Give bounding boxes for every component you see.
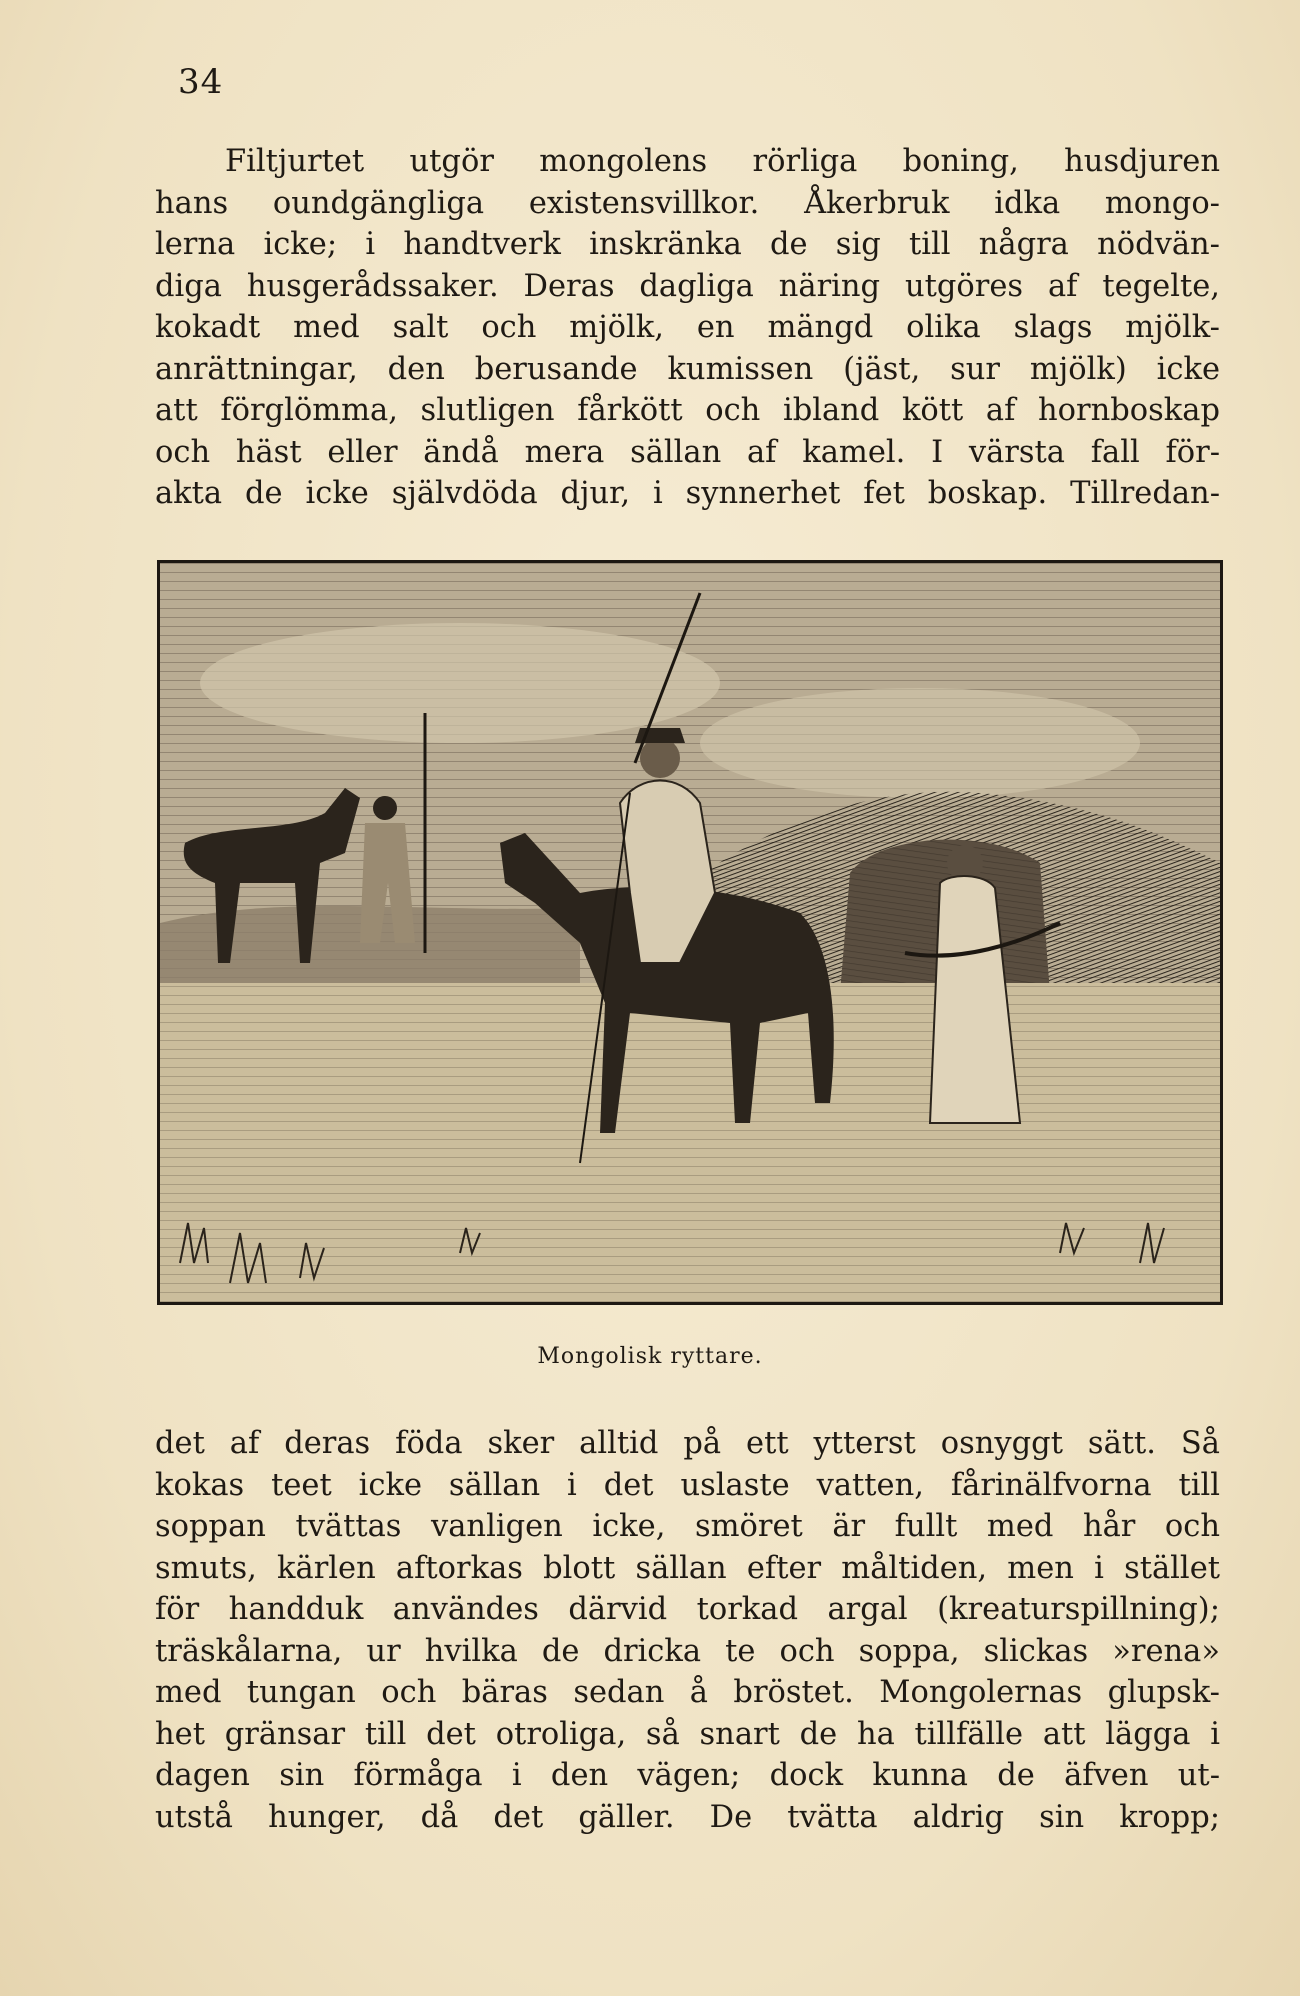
text-line: hans oundgängliga existensvillkor. Åkerbruk idka mongo- xyxy=(155,185,1220,221)
page-number: 34 xyxy=(178,62,224,102)
text-line: för handduk användes därvid torkad argal (kreaturspillning); xyxy=(155,1592,1220,1627)
text-line: het gränsar till det otroliga, så snart de ha tillfälle att lägga i xyxy=(155,1716,1220,1752)
text-line: träskålarna, ur hvilka de dricka te och soppa, slickas »rena» xyxy=(155,1633,1220,1669)
cloud xyxy=(200,623,720,743)
text-line: det af deras föda sker alltid på ett ytterst osnyggt sätt. Så xyxy=(155,1426,1220,1461)
text-line: dagen sin förmåga i den vägen; dock kunna de äfven ut- xyxy=(155,1758,1220,1793)
text-line: Filtjurtet utgör mongolens rörliga boning, husdjuren xyxy=(225,144,1220,179)
text-line: med tungan och bäras sedan å bröstet. Mongolernas glupsk- xyxy=(155,1675,1220,1710)
text-line: utstå hunger, då det gäller. De tvätta aldrig sin kropp; xyxy=(155,1799,1220,1835)
text-line: diga husgerådssaker. Deras dagliga näring utgöres af tegelte, xyxy=(155,268,1220,304)
paragraph-top xyxy=(155,141,1220,515)
engraving-illustration xyxy=(160,563,1220,1302)
paragraph-bottom xyxy=(155,1423,1220,1838)
text-line: anrättningar, den berusande kumissen (jäst, sur mjölk) icke xyxy=(155,351,1220,387)
engraving-mongol-rider xyxy=(157,560,1223,1305)
text-line: att förglömma, slutligen fårkött och ibland kött af hornboskap xyxy=(155,393,1220,428)
text-line: kokadt med salt och mjölk, en mängd olika slags mjölk- xyxy=(155,310,1220,345)
text-line: kokas teet icke sällan i det uslaste vatten, fårinälfvorna till xyxy=(155,1467,1220,1503)
text-line: smuts, kärlen aftorkas blott sällan efter måltiden, men i stället xyxy=(155,1550,1220,1586)
text-line: akta de icke självdöda djur, i synnerhet fet boskap. Tillredan- xyxy=(155,476,1220,511)
text-line: soppan tvättas vanligen icke, smöret är fullt med hår och xyxy=(155,1509,1220,1544)
cloud xyxy=(700,688,1140,798)
text-line: lerna icke; i handtverk inskränka de sig till några nödvän- xyxy=(155,227,1220,262)
text-line: och häst eller ändå mera sällan af kamel. I värsta fall för- xyxy=(155,434,1220,470)
figure-caption: Mongolisk ryttare. xyxy=(537,1344,763,1369)
